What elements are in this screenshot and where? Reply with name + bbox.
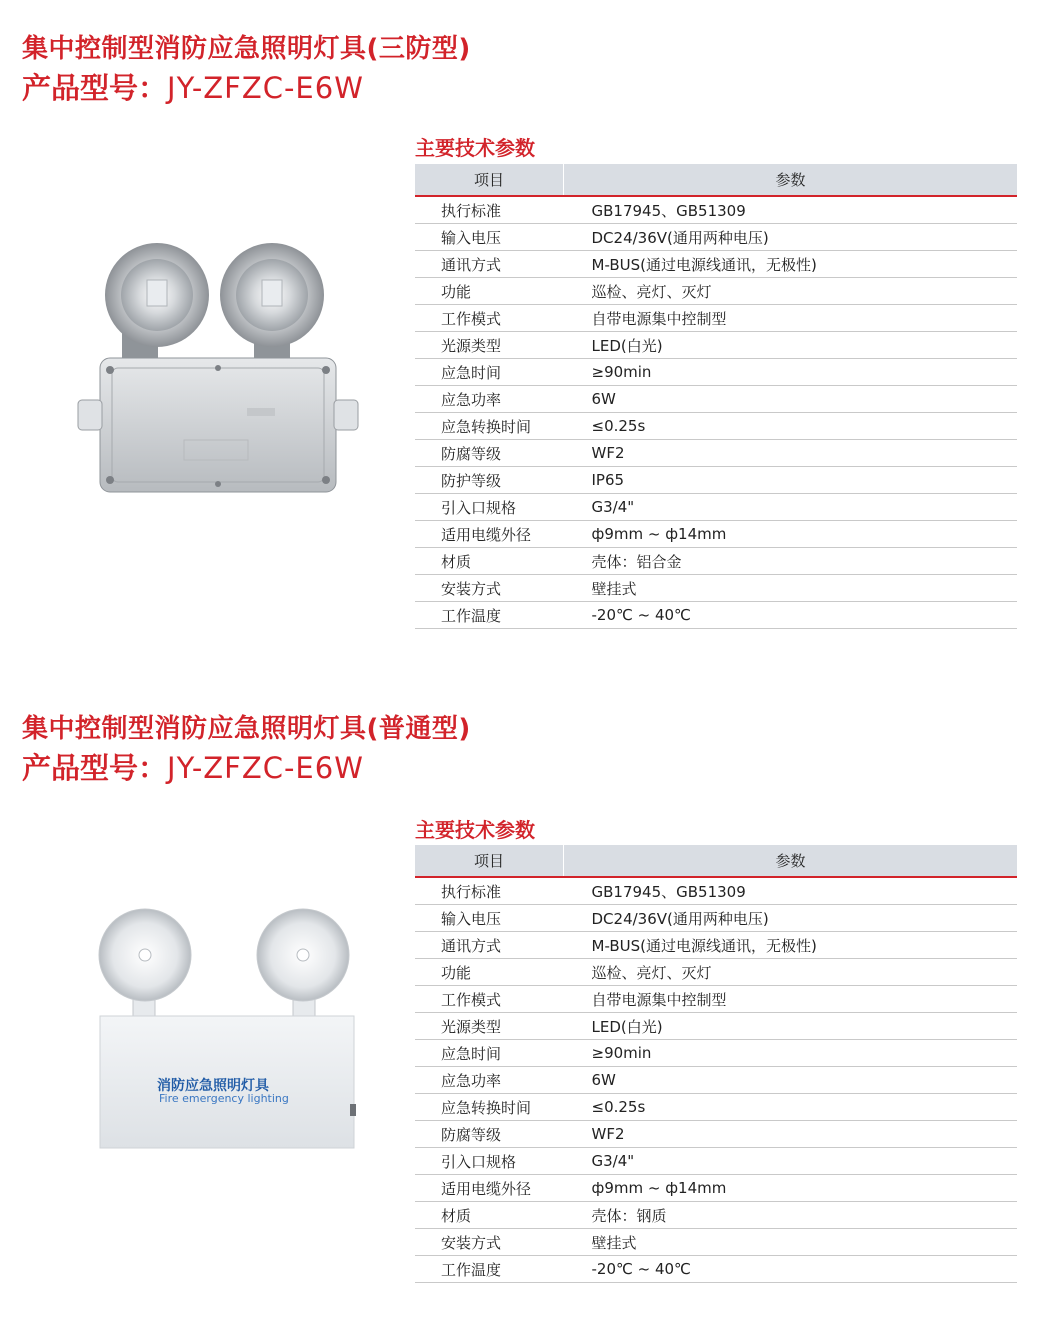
row-value: 壳体：钢质 [564,1202,1018,1229]
table-row [415,959,1017,986]
table-row [415,359,1017,386]
table-row [415,1256,1017,1283]
row-value: G3/4" [564,1148,1018,1175]
table-row [415,413,1017,440]
row-key: 引入口规格 [415,494,564,521]
row-key: 适用电缆外径 [415,1175,564,1202]
table-row [415,1094,1017,1121]
row-key: 工作模式 [415,986,564,1013]
table-row [415,224,1017,251]
table-row [415,1067,1017,1094]
row-value: IP65 [564,467,1018,494]
spec-table-header-row [415,845,1017,877]
table-row [415,386,1017,413]
table-row [415,986,1017,1013]
header-param: 参数 [564,845,1018,877]
row-key: 功能 [415,278,564,305]
spec-table-header-row [415,164,1017,196]
row-value: ≥90min [564,1040,1018,1067]
row-value: M-BUS(通过电源线通讯，无极性) [564,932,1018,959]
table-row [415,278,1017,305]
table-row [415,1040,1017,1067]
table-row [415,1175,1017,1202]
row-key: 工作模式 [415,305,564,332]
row-key: 应急时间 [415,1040,564,1067]
model-label: 产品型号： [22,751,168,785]
product-label-en: Fire emergency lighting [159,1092,289,1105]
row-value: ≥90min [564,359,1018,386]
row-value: G3/4" [564,494,1018,521]
table-row [415,467,1017,494]
row-key: 执行标准 [415,196,564,224]
row-value: M-BUS(通过电源线通讯，无极性) [564,251,1018,278]
table-row [415,602,1017,629]
row-key: 功能 [415,959,564,986]
row-key: 应急功率 [415,386,564,413]
model-value: JY-ZFZC-E6W [167,71,364,105]
row-key: 应急功率 [415,1067,564,1094]
row-key: 安装方式 [415,575,564,602]
table-row [415,905,1017,932]
row-value: WF2 [564,1121,1018,1148]
row-key: 引入口规格 [415,1148,564,1175]
row-value: ≤0.25s [564,413,1018,440]
row-value: 壳体：铝合金 [564,548,1018,575]
row-value: 巡检、亮灯、灭灯 [564,278,1018,305]
row-key: 防腐等级 [415,440,564,467]
table-row [415,1148,1017,1175]
model-value: JY-ZFZC-E6W [167,751,364,785]
product-title: 集中控制型消防应急照明灯具(普通型) [22,714,471,744]
model-label: 产品型号： [22,71,168,105]
row-value: 巡检、亮灯、灭灯 [564,959,1018,986]
row-value: LED(白光) [564,332,1018,359]
table-row [415,440,1017,467]
row-key: 光源类型 [415,332,564,359]
row-key: 执行标准 [415,877,564,905]
row-key: 通讯方式 [415,251,564,278]
table-row [415,521,1017,548]
row-value: ф9mm ~ ф14mm [564,521,1018,548]
product-model [22,746,364,787]
table-row [415,305,1017,332]
table-row [415,548,1017,575]
row-value: LED(白光) [564,1013,1018,1040]
table-row [415,575,1017,602]
row-value: -20℃ ~ 40℃ [564,1256,1018,1283]
row-key: 材质 [415,1202,564,1229]
row-key: 输入电压 [415,905,564,932]
product-model [22,66,364,107]
table-row [415,932,1017,959]
product-photo-standard [95,908,360,1173]
row-key: 通讯方式 [415,932,564,959]
table-row [415,1121,1017,1148]
row-value: 自带电源集中控制型 [564,305,1018,332]
row-value: GB17945、GB51309 [564,196,1018,224]
table-row [415,251,1017,278]
row-value: -20℃ ~ 40℃ [564,602,1018,629]
row-key: 应急转换时间 [415,413,564,440]
spec-heading: 主要技术参数 [415,136,535,160]
row-value: 壁挂式 [564,575,1018,602]
row-key: 适用电缆外径 [415,521,564,548]
spec-table [415,164,1017,629]
row-value: 自带电源集中控制型 [564,986,1018,1013]
row-value: GB17945、GB51309 [564,877,1018,905]
product-photo-triproof [72,240,362,510]
header-item: 项目 [415,845,564,877]
row-key: 工作温度 [415,1256,564,1283]
row-key: 工作温度 [415,602,564,629]
row-value: ф9mm ~ ф14mm [564,1175,1018,1202]
row-value: WF2 [564,440,1018,467]
row-value: 6W [564,1067,1018,1094]
table-row [415,494,1017,521]
row-key: 安装方式 [415,1229,564,1256]
table-row [415,196,1017,224]
header-item: 项目 [415,164,564,196]
row-value: DC24/36V(通用两种电压) [564,905,1018,932]
row-key: 应急转换时间 [415,1094,564,1121]
header-param: 参数 [564,164,1018,196]
row-key: 光源类型 [415,1013,564,1040]
row-key: 应急时间 [415,359,564,386]
row-value: ≤0.25s [564,1094,1018,1121]
spec-heading: 主要技术参数 [415,818,535,842]
table-row [415,332,1017,359]
row-value: 6W [564,386,1018,413]
product-title: 集中控制型消防应急照明灯具(三防型) [22,34,471,64]
product-section-explosion-proof [0,0,1040,660]
row-key: 材质 [415,548,564,575]
row-value: 壁挂式 [564,1229,1018,1256]
spec-table [415,845,1017,1283]
product-label-cn: 消防应急照明灯具 [157,1078,269,1094]
table-row [415,1229,1017,1256]
row-key: 输入电压 [415,224,564,251]
row-key: 防护等级 [415,467,564,494]
product-section-standard [0,680,1040,1333]
table-row [415,1202,1017,1229]
row-key: 防腐等级 [415,1121,564,1148]
row-value: DC24/36V(通用两种电压) [564,224,1018,251]
table-row [415,877,1017,905]
table-row [415,1013,1017,1040]
